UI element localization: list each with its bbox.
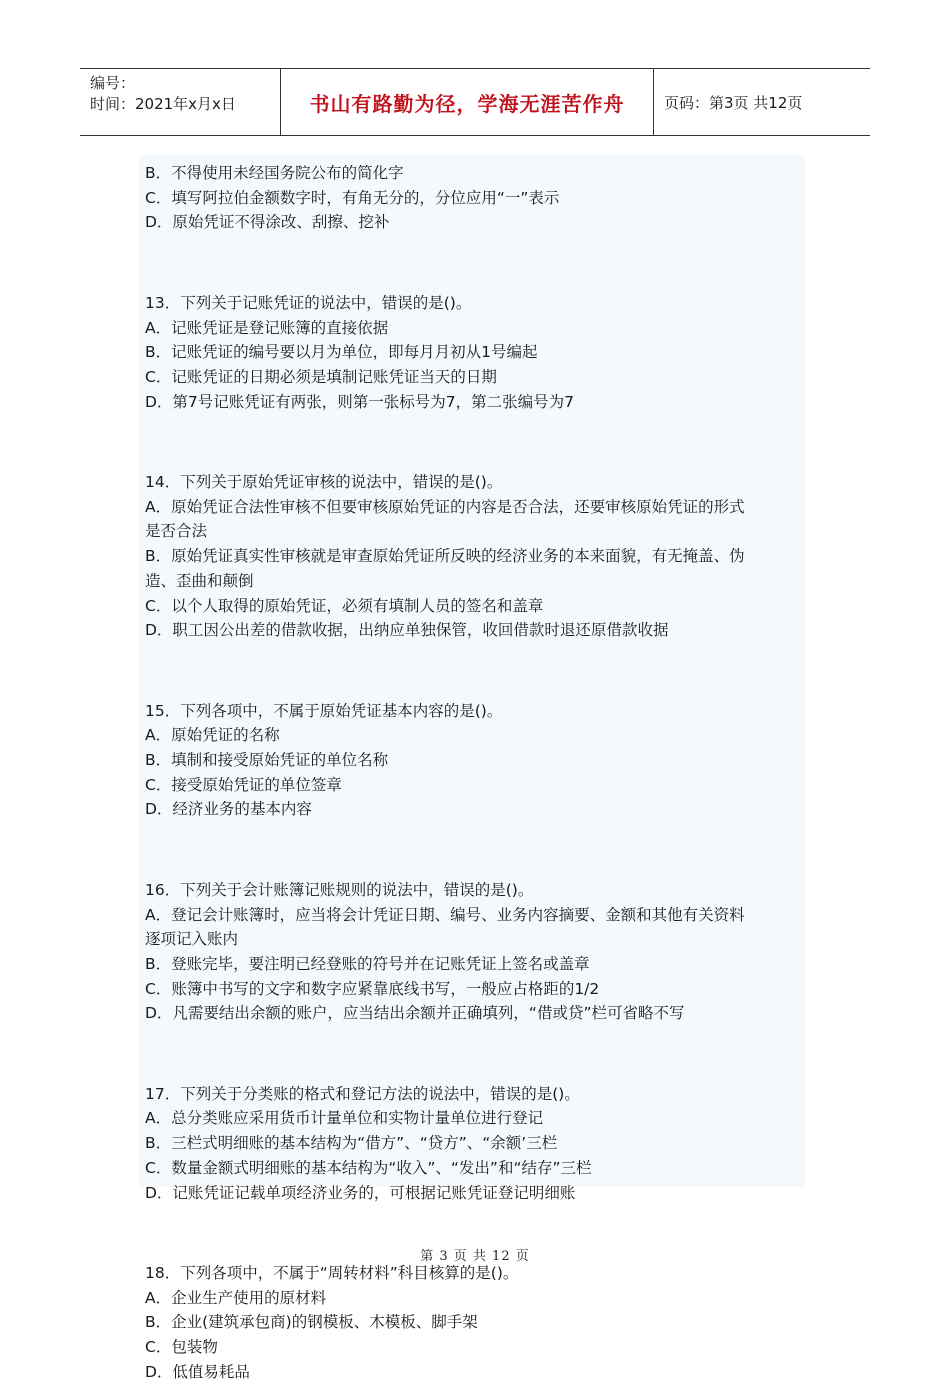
text-line: B．三栏式明细账的基本结构为“借方”、“贷方”、“余额’三栏 [145, 1134, 558, 1153]
page-info: 页码：第3页 共12页 [664, 93, 803, 112]
header-motto-cell [281, 69, 654, 135]
text-line: A．登记会计账簿时，应当将会计凭证日期、编号、业务内容摘要、金额和其他有关资料 [145, 905, 745, 924]
text-line: D．经济业务的基本内容 [145, 800, 312, 819]
text-line: C．填写阿拉伯金额数字时，有角无分的，分位应用“一”表示 [145, 188, 560, 207]
text-line: A．总分类账应采用货币计量单位和实物计量单位进行登记 [145, 1109, 544, 1128]
text-line: B．填制和接受原始凭证的单位名称 [145, 751, 389, 770]
text-line: 18．下列各项中，不属于“周转材料”科目核算的是()。 [145, 1263, 519, 1282]
text-line: C．以个人取得的原始凭证，必须有填制人员的签名和盖章 [145, 596, 544, 615]
text-line: D．低值易耗品 [145, 1362, 250, 1381]
page-footer [0, 1245, 950, 1264]
text-line: 15．下列各项中，不属于原始凭证基本内容的是()。 [145, 701, 503, 720]
text-line: A．原始凭证的名称 [145, 726, 280, 745]
text-line: 造、歪曲和颠倒 [145, 571, 254, 590]
number-label: 编号： [90, 74, 136, 92]
page-header [80, 68, 870, 136]
blank-line [145, 1221, 805, 1246]
text-line: 是否合法 [145, 522, 208, 541]
text-line: A．企业生产使用的原材料 [145, 1288, 327, 1307]
text-line: B．不得使用未经国务院公布的简化字 [145, 164, 404, 182]
time-label: 时间：2021年x月x日 [90, 95, 236, 113]
text-line: B．企业(建筑承包商)的钢模板、木模板、脚手架 [145, 1313, 478, 1332]
text-line: D．记账凭证记载单项经济业务的，可根据记账凭证登记明细账 [145, 1183, 576, 1202]
text-line: C．数量金额式明细账的基本结构为“收入”、“发出”和“结存”三栏 [145, 1158, 592, 1177]
footer-page-number: 第 3 页 共 12 页 [420, 1249, 530, 1264]
header-info-cell [80, 69, 281, 135]
text-line: 13．下列关于记账凭证的说法中，错误的是()。 [145, 293, 472, 312]
blank-line [145, 658, 805, 683]
text-line: C．记账凭证的日期必须是填制记账凭证当天的日期 [145, 367, 497, 386]
text-line: A．记账凭证是登记账簿的直接依据 [145, 318, 389, 337]
text-line: C．包装物 [145, 1338, 218, 1357]
text-line: A．原始凭证合法性审核不但要审核原始凭证的内容是否合法，还要审核原始凭证的形式 [145, 497, 745, 516]
text-line: 17．下列关于分类账的格式和登记方法的说法中，错误的是()。 [145, 1084, 580, 1103]
text-line: D．第7号记账凭证有两张，则第一张标号为7，第二张编号为7 [145, 392, 575, 411]
text-line: B．原始凭证真实性审核就是审查原始凭证所反映的经济业务的本来面貌，有无掩盖、伪 [145, 547, 745, 566]
header-page-cell [654, 69, 870, 135]
blank-line [145, 251, 805, 276]
text-line: B．登账完毕，要注明已经登账的符号并在记账凭证上签名或盖章 [145, 954, 590, 973]
text-line: D．凡需要结出余额的账户，应当结出余额并正确填列，“借或贷”栏可省略不写 [145, 1004, 685, 1023]
text-line: B．记账凭证的编号要以月为单位，即每月月初从1号编起 [145, 343, 538, 362]
text-line: 16．下列关于会计账簿记账规则的说法中，错误的是()。 [145, 880, 534, 899]
text-line: D．职工因公出差的借款收据，出纳应单独保管，收回借款时退还原借款收据 [145, 621, 669, 640]
text-line: C．接受原始凭证的单位签章 [145, 775, 342, 794]
text-line: C．账簿中书写的文字和数字应紧靠底线书写，一般应占格距的1/2 [145, 979, 600, 998]
motto-text: 书山有路勤为径，学海无涯苦作舟 [309, 91, 625, 116]
blank-line [145, 430, 805, 455]
text-line: D．原始凭证不得涂改、刮擦、挖补 [145, 213, 390, 232]
blank-line [145, 838, 805, 863]
blank-line [145, 1042, 805, 1067]
text-line: 逐项记入账内 [145, 930, 239, 949]
text-line: 14．下列关于原始凭证审核的说法中，错误的是()。 [145, 473, 503, 491]
